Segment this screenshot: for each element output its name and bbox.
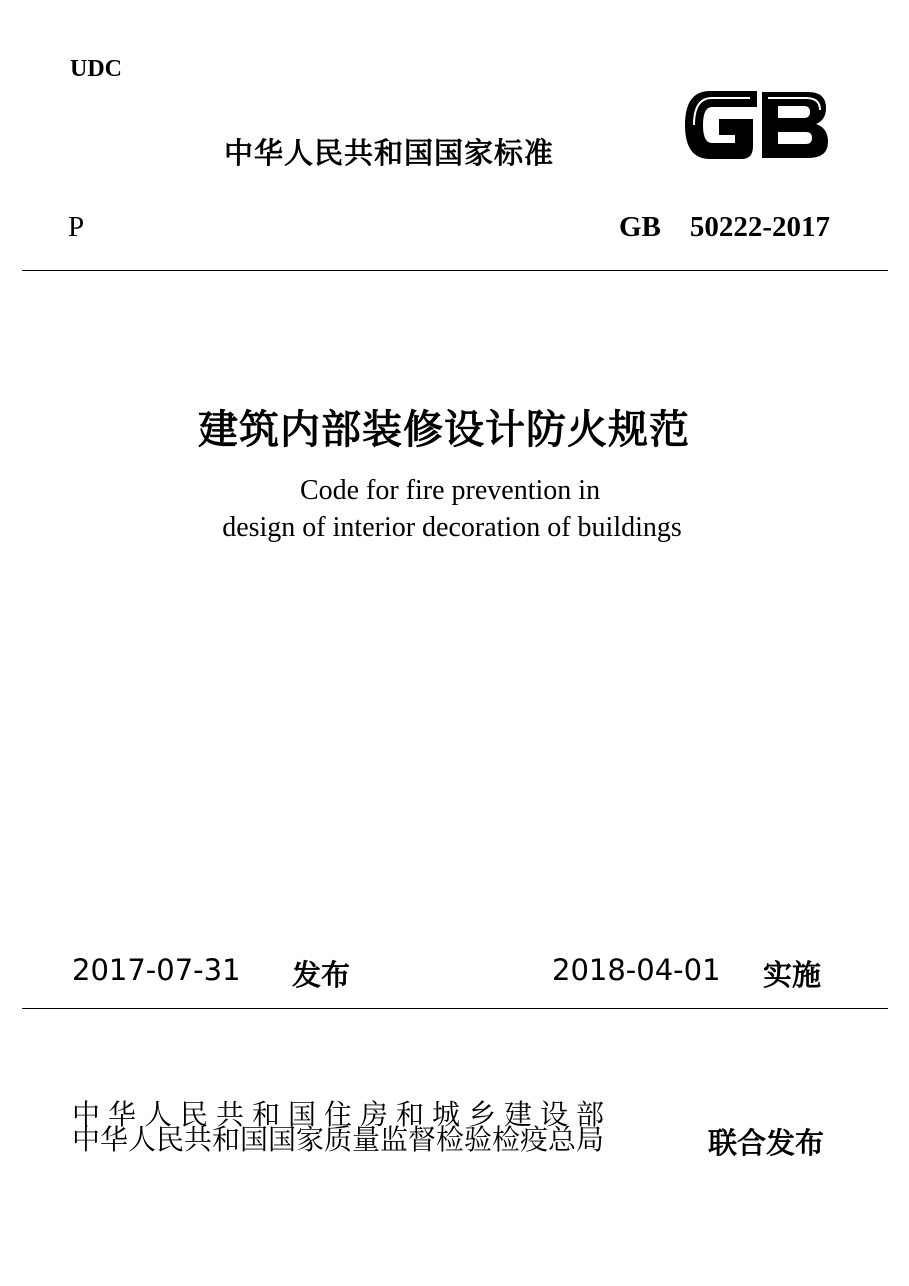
document-title-chinese: 建筑内部装修设计防火规范 <box>198 407 690 453</box>
top-divider <box>22 270 888 271</box>
udc-label: UDC <box>70 56 122 82</box>
issuer-ministry: 中华人民共和国住房和城乡建设部 <box>72 1098 613 1131</box>
gb-logo <box>680 84 832 166</box>
classification-code: P <box>68 211 85 243</box>
implementation-label: 实施 <box>763 958 822 992</box>
issuer-aqsiq: 中华人民共和国国家质量监督检验检疫总局 <box>72 1123 605 1156</box>
implementation-date: 2018-04-01 <box>552 953 721 987</box>
standard-number: GB 50222-2017 <box>618 211 830 243</box>
issue-date: 2017-07-31 <box>72 953 241 987</box>
national-standard-heading: 中华人民共和国国家标准 <box>224 136 555 170</box>
joint-issue-label: 联合发布 <box>708 1126 825 1160</box>
issue-label: 发布 <box>292 958 351 992</box>
bottom-divider <box>22 1008 888 1009</box>
document-title-english-line1: Code for fire prevention in <box>299 475 601 506</box>
document-title-english-line2: design of interior decoration of buildings <box>222 512 682 543</box>
